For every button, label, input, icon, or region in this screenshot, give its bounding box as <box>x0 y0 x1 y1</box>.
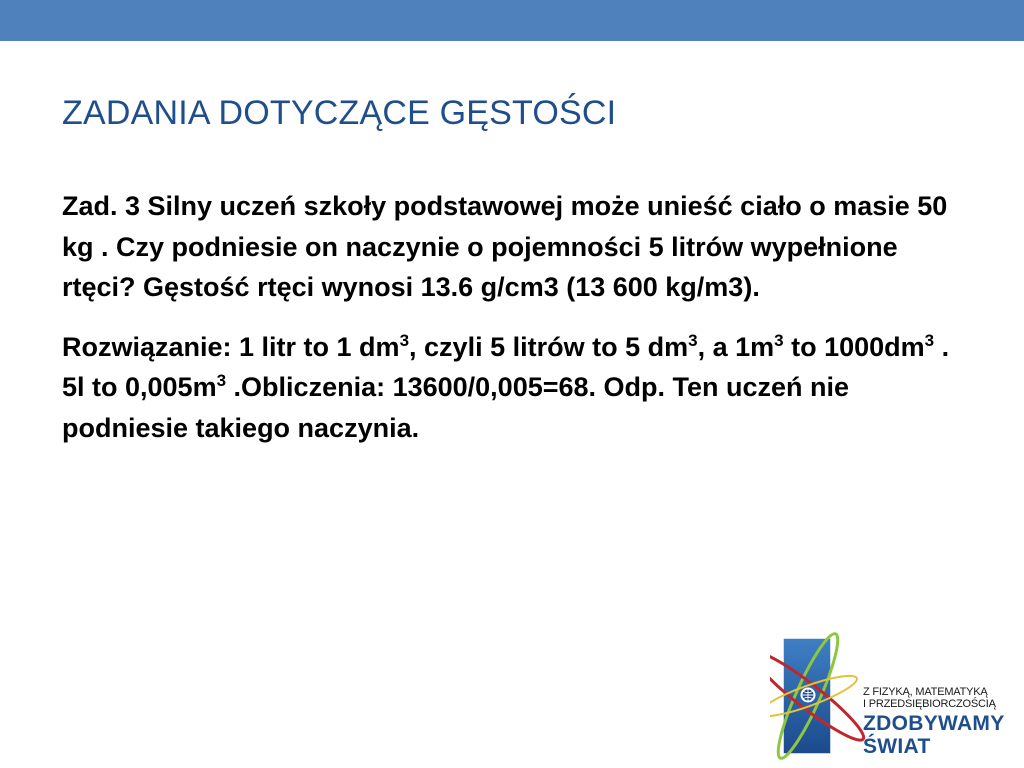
logo-tagline-line-1: Z FIZYKĄ, MATEMATYKĄ <box>863 686 988 698</box>
solution-paragraph <box>62 327 962 449</box>
solution-text-5: . 5l to 0,005m <box>62 331 950 402</box>
solution-text-1: Rozwiązanie: 1 litr to 1 dm <box>62 331 400 362</box>
solution-text-2: , czyli 5 litrów to 5 dm <box>409 331 689 362</box>
solution-text-4: to 1000dm <box>783 331 925 362</box>
top-accent-bar <box>0 0 1024 41</box>
slide-body <box>62 186 962 448</box>
logo-name-line-2: ŚWIAT <box>863 735 931 758</box>
superscript-1: 3 <box>399 330 410 350</box>
superscript-5: 3 <box>216 371 227 390</box>
solution-text-3: , a 1m <box>697 331 775 362</box>
task-paragraph: Zad. 3 Silny uczeń szkoły podstawowej może unieść ciało o masie 50 kg . Czy podniesie on naczynie o pojemności 5 litrów wypełnione rtęci? Gęstość rtęci wynosi 13.6 g/cm3 (13 600 kg/m3). <box>62 191 948 302</box>
superscript-2: 3 <box>688 330 698 350</box>
solution-text-6: .Obliczenia: 13600/0,005=68. Odp. Ten uczeń nie podniesie takiego naczynia. <box>62 372 850 443</box>
slide-title: ZADANIA DOTYCZĄCE GĘSTOŚCI <box>62 94 617 132</box>
project-logo <box>770 624 1024 768</box>
logo-tagline-line-2: I PRZEDSIĘBIORCZOŚCIĄ <box>863 698 996 710</box>
superscript-3: 3 <box>774 330 784 350</box>
superscript-4: 3 <box>924 330 935 350</box>
logo-name-line-1: ZDOBYWAMY <box>863 712 1005 735</box>
